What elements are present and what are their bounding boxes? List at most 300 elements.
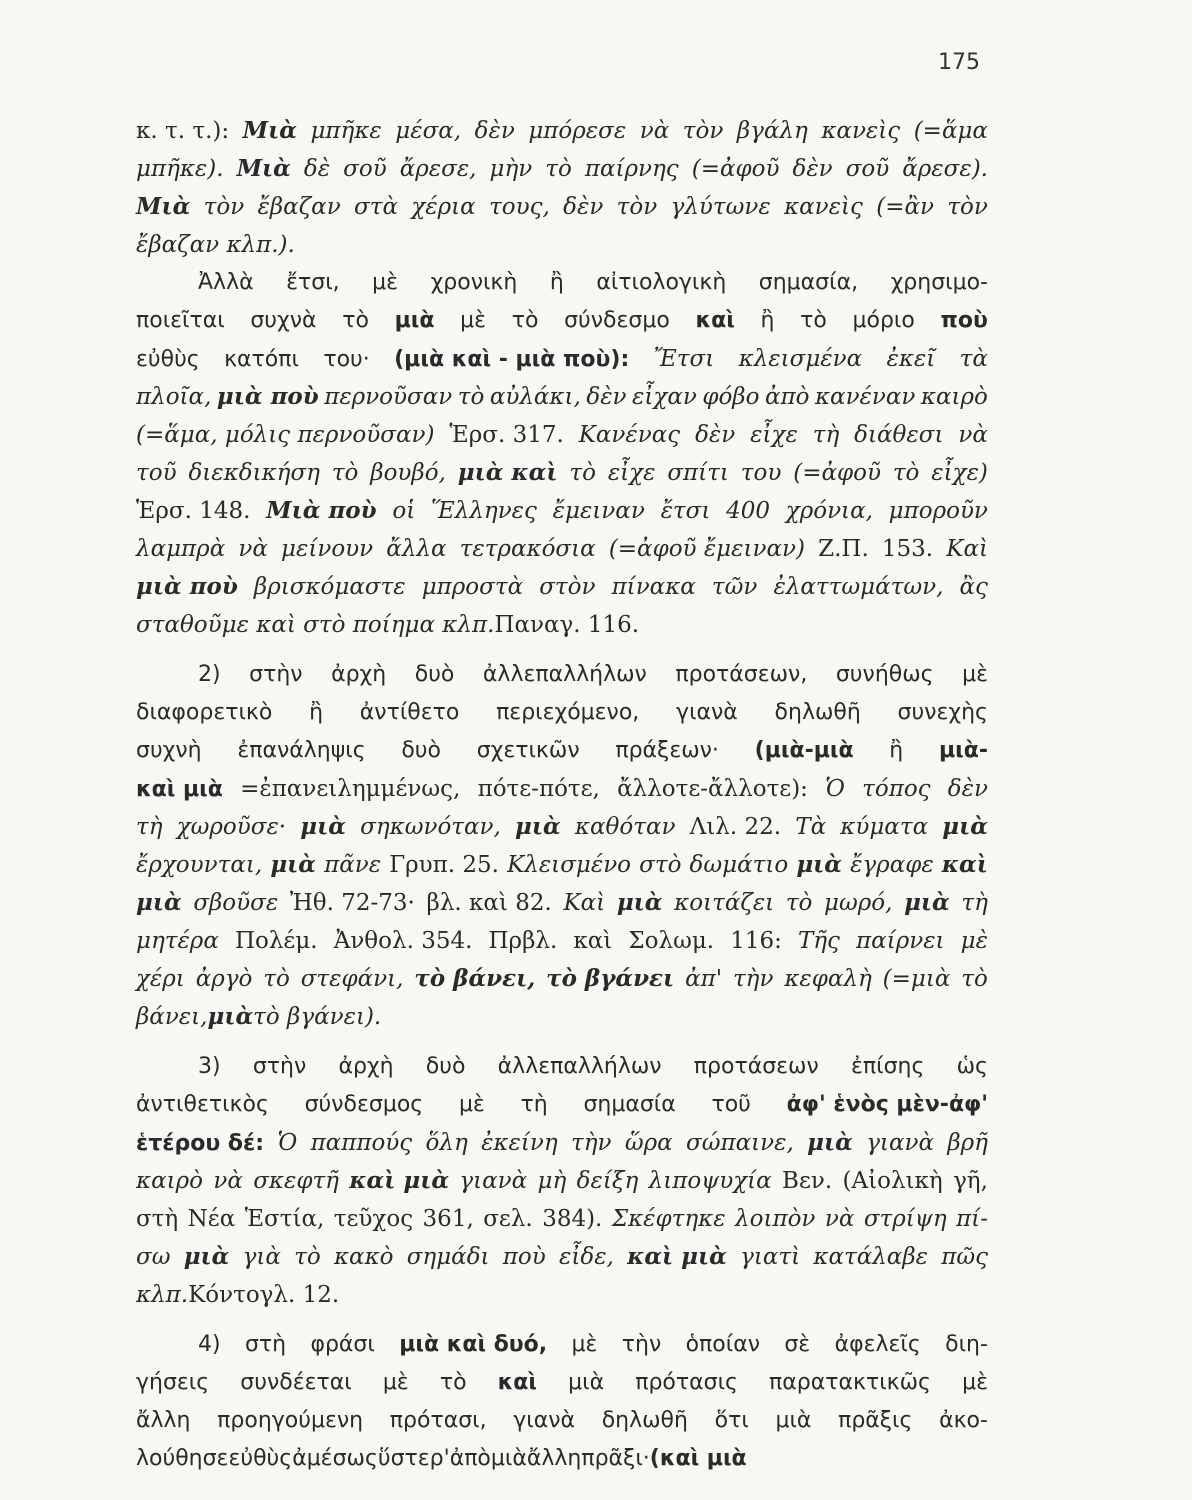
text-segment: του· [323,347,370,372]
text-segment: τὸν [203,194,245,220]
text-line [136,770,988,808]
text-segment: τετρακόσια [459,536,596,562]
text-segment: τῶν [711,574,758,600]
text-segment: παίρνης [584,156,679,182]
text-segment: μιὰ καὶ δυό, [399,1332,548,1357]
text-line [136,656,988,694]
text-segment: στὴ [136,1206,179,1232]
text-segment: ἢ [760,308,775,333]
text-segment: Κανένας [578,422,681,448]
text-line [136,1086,988,1124]
text-segment: γλύτωνε [670,194,771,220]
text-segment: Λιλ. 22. [689,814,782,840]
text-segment: μπῆκε). [136,156,224,182]
text-segment: καιρὸ [136,1168,204,1194]
text-segment: Ἑστία, [244,1206,325,1232]
text-segment: ποιεῖται [136,308,225,333]
text-segment: ἀρχὴ [331,662,387,687]
text-segment: τὸ [785,890,813,916]
text-segment: τὴ [520,1092,548,1117]
text-segment: μιὰ [904,889,950,916]
text-segment: τὸν [682,118,724,144]
text-segment: Τῆς [797,928,840,954]
text-segment: τὸ [511,308,539,333]
text-segment: τὸ [961,966,988,992]
text-segment: κανεὶς [821,118,901,144]
text-segment: τὸ βγάνει [546,965,675,992]
text-segment: κλεισμένα [738,346,863,372]
text-segment: μπροστὰ [421,574,524,600]
text-line [136,454,988,492]
text-segment: βρισκόμαστε [253,574,406,600]
text-segment: αὐλάκι, [489,384,581,410]
text-segment: Μιὰ [242,117,297,144]
text-segment: ὡς [956,1054,988,1079]
text-line [136,1162,988,1200]
text-segment: Ἑρσ. 317. [449,422,564,448]
text-segment: ἐπίσης [850,1054,925,1079]
text-segment: μιὰ [807,1129,853,1156]
text-segment: ἐλαττωμάτων, [773,574,944,600]
text-segment: σημάδι [406,1244,490,1270]
text-segment: λοιπὸν [735,1206,816,1232]
text-segment: ἐπανάληψις [237,738,366,763]
text-segment: μὴν [489,156,533,182]
text-segment: ὅλη [425,1130,468,1156]
text-segment: μιὰ [796,851,842,878]
text-segment: μὲ [458,1092,485,1117]
text-segment: Παναγ. 116. [494,612,640,638]
text-line [136,1326,988,1364]
text-segment: μιὰ [394,308,435,333]
text-segment: πίνακα [611,574,696,600]
text-segment: νὰ [824,1206,855,1232]
text-segment: μιὰ ποὺ [136,573,238,600]
text-segment: ἂς [959,574,988,600]
text-segment: νὰ [958,422,988,448]
text-segment: μιὰ [136,889,182,916]
text-segment: συνήθως [835,662,934,687]
text-segment: κανεὶς [784,194,863,220]
text-segment: σημασία, [758,270,859,295]
text-segment: μόριο [852,308,915,333]
text-segment: διάθεσι [854,422,944,448]
text-segment: (μιὰ καὶ - μιὰ ποὺ): [394,347,630,372]
text-segment: παίρνει [856,928,945,954]
text-segment: μὲ [571,1332,598,1357]
text-segment: καὶ [573,928,613,954]
text-segment: ὕστερ' [377,1446,450,1471]
text-segment: κοιτάζει [674,890,775,916]
text-segment: γιανὰ [676,700,738,725]
text-segment: σοῦ [845,156,890,182]
text-segment: 384). [542,1206,603,1232]
text-segment: Τὰ [795,814,827,840]
text-segment: σπίτι [667,460,729,486]
text-segment: σω [136,1244,171,1270]
text-line [136,1276,988,1314]
text-segment: τὴ [136,814,163,840]
text-line [136,922,988,960]
text-segment: σύνδεσμος [304,1092,424,1117]
text-segment: (=ἀφοῦ [691,156,780,182]
text-segment: διη- [945,1332,988,1357]
text-segment: χέρι [136,966,185,992]
text-segment: στὴ [244,1332,287,1357]
text-segment: μὲ [962,1370,988,1395]
text-segment: τὴν [732,966,774,992]
text-segment: δὲ [303,156,331,182]
text-segment: τους, [489,194,550,220]
text-segment: τὸ [892,460,920,486]
text-line [136,606,988,644]
text-segment: 2) [198,662,221,687]
text-segment: γιατὶ [740,1244,801,1270]
text-segment: γιανὰ [459,1168,528,1194]
text-segment: ἔτσι [660,498,711,524]
text-segment: τὴν [571,1130,612,1156]
text-segment: ἀργὸ [195,966,253,992]
text-segment: καὶ [497,1370,537,1395]
text-line [136,1124,988,1162]
text-segment: πρότασις [635,1370,738,1395]
text-segment: ἄλλα [386,536,447,562]
text-segment: μωρό, [824,890,893,916]
text-line [136,188,988,226]
text-segment: διεκδικήση [188,460,320,486]
text-segment: Καὶ [946,536,988,562]
text-segment: εἶχε) [931,460,988,486]
text-segment: στὸ [639,852,682,878]
text-line [136,1200,988,1238]
text-line [136,416,988,454]
text-segment: ἔμειναν [552,498,645,524]
text-segment: κεφαλὴ [784,966,872,992]
text-segment: τὸ [569,460,596,486]
text-segment: Κλεισμένο [507,852,632,878]
text-segment: κλπ. [136,1282,189,1308]
text-segment: Ἀνθολ. 354. [333,928,473,954]
text-segment: Κόντογλ. 12. [188,1282,340,1308]
text-segment: Πρβλ. [488,928,558,954]
text-segment: σὲ [784,1332,811,1357]
text-line [136,846,988,884]
text-segment: μιὰ- [938,738,988,763]
text-segment: δηλωθῆ [601,1408,688,1433]
text-segment: τὸ βγάνει). [253,1004,382,1030]
text-line [136,302,988,340]
text-segment: φόβο [702,384,760,410]
text-segment: περιεχόμενο, [496,700,640,725]
text-line [136,226,988,264]
text-segment: βουβό, [370,460,446,486]
text-segment: (μιὰ-μιὰ [754,738,854,763]
text-segment: τὴ [961,890,988,916]
text-line [136,960,988,998]
text-segment: τὴν [621,1332,662,1357]
text-line [136,1440,988,1478]
text-segment: (=μιὰ [882,966,951,992]
text-segment: χρονικὴ [430,270,518,295]
text-segment: τὸ [294,1244,321,1270]
text-segment: περνοῦσαν [324,384,453,410]
text-segment: στεφάνι, [300,966,404,992]
text-segment: πῶς [941,1244,988,1270]
text-segment: ἄλλοτε-ἄλλοτε): [617,776,808,802]
text-segment: μιὰ [207,1003,254,1030]
text-segment: ἢ [309,700,324,725]
text-segment: Μιὰ [236,155,291,182]
text-segment: ἀρχὴ [338,1054,394,1079]
text-segment: ἀφ' ἑνὸς μὲν-ἀφ' [786,1092,988,1117]
text-segment: σκεφτῆ [253,1168,339,1194]
text-segment: ἄλλη [526,1446,582,1471]
text-segment: δυὸ [414,662,455,687]
text-segment: κύματα [840,814,929,840]
text-segment: πρότασι, [389,1408,487,1433]
text-segment: στρίψη [863,1206,947,1232]
text-line [136,492,988,530]
text-segment: κατάλαβε [813,1244,928,1270]
text-segment: λούθησε [136,1446,229,1471]
text-segment: ὅτι [714,1408,749,1433]
text-line [136,112,988,150]
text-segment: Σολωμ. [628,928,715,954]
text-segment: μπόρεσε [528,118,627,144]
text-segment: τεῦχος [333,1206,414,1232]
text-segment: σημασία [583,1092,676,1117]
text-segment: ἀλλεπαλλήλων [497,1054,662,1079]
text-segment: μὲ [960,928,988,954]
text-line [136,568,988,606]
text-segment: εἶχε [750,422,798,448]
text-segment: εὐθὺς [228,1446,293,1471]
text-segment: λιποψυχία [648,1168,772,1194]
text-segment: κανέναν [814,384,916,410]
text-segment: γιὰ [242,1244,281,1270]
text-segment: Βεν. [782,1168,833,1194]
text-segment: ἀπὸ [449,1446,491,1471]
text-segment: μιὰ [942,813,988,840]
text-line [136,378,988,416]
text-segment: δὲν [563,194,604,220]
text-segment: (καὶ μιὰ [649,1446,747,1471]
text-segment: εὐθὺς [136,347,200,372]
text-line [136,732,988,770]
text-segment: καὶ [695,308,735,333]
text-segment: συνεχὴς [897,700,988,725]
text-segment: μιὰ [183,1243,230,1270]
text-segment: ποὺ [502,1244,546,1270]
text-segment: 153. [881,536,934,562]
text-segment: νὰ [238,536,268,562]
text-line [136,150,988,188]
text-segment: φράσι [310,1332,375,1357]
text-segment: τὸν [947,194,988,220]
text-segment: τὸν [616,194,658,220]
text-segment: δυὸ [401,738,441,763]
text-segment: σηκωνόταν, [360,814,501,840]
text-segment: τὸ [457,384,485,410]
text-segment: πρᾶξι· [581,1446,650,1471]
text-segment: (Αἰολικὴ [842,1168,943,1194]
text-segment: μὴ [537,1168,567,1194]
text-segment: καὶ μιὰ [349,1167,450,1194]
text-segment: Ἔτσι [653,346,715,372]
text-segment: πράξεων· [615,738,719,763]
text-segment: μπῆκε [310,118,382,144]
text-segment: καὶ [941,851,988,878]
text-segment: βλ. καὶ 82. [426,890,552,916]
text-line [136,530,988,568]
text-segment: συνδέεται [240,1370,352,1395]
text-segment: σταθοῦμε καὶ στὸ ποίημα κλπ. [136,612,495,638]
text-segment: Ὁ [277,1130,298,1156]
text-segment: σοῦ [343,156,387,182]
text-segment: μιὰ [568,1370,605,1395]
text-segment: μιὰ [490,1446,527,1471]
text-segment: ἀντίθετο [359,700,460,725]
text-segment: καθόταν [574,814,676,840]
text-segment: γήσεις [136,1370,210,1395]
text-segment: Ἀλλὰ [198,270,254,295]
text-segment: μιὰ [616,889,663,916]
text-segment: χρόνια, [785,498,873,524]
text-segment: ἄρεσε, [399,156,477,182]
text-segment: 361, [422,1206,474,1232]
text-line [136,1402,988,1440]
text-segment: ἀκο- [939,1408,988,1433]
text-segment: τοῦ [136,460,177,486]
text-segment: χρησιμο- [890,270,988,295]
text-segment: ἑτέρου δέ: [136,1131,265,1156]
text-line [136,340,988,378]
text-segment: παππούς [310,1130,413,1156]
text-segment: τὸ [331,460,359,486]
text-line [136,1048,988,1086]
text-segment: ἔτσι, [286,270,340,295]
text-segment: μὲ [460,308,487,333]
text-segment: σχετικῶν [476,738,580,763]
text-segment: μὲ [372,270,399,295]
text-segment: καιρὸ [920,384,988,410]
text-segment: ἐκεῖ [886,346,936,372]
text-segment: τὸ [800,308,827,333]
text-segment: ἄρεσε). [902,156,988,182]
text-segment: δὲν [474,118,515,144]
text-segment: (=ἂν [876,194,934,220]
text-segment: ἀπ' [685,966,723,992]
text-segment: προτάσεων, [675,662,808,687]
text-segment: Ἠθ. 72-73· [289,890,415,916]
text-segment: αἰτιολογικὴ [596,270,727,295]
text-segment: 4) [198,1332,221,1357]
text-segment: ἢ [889,738,904,763]
text-segment: 3) [198,1054,221,1079]
text-segment: γιανὰ [513,1408,576,1433]
text-segment: κακὸ [333,1244,394,1270]
text-segment: νὰ [213,1168,243,1194]
text-segment: δὲν [792,156,833,182]
text-segment: σελ. [483,1206,533,1232]
text-segment: Ζ.Π. [818,536,869,562]
text-segment: μιὰ [300,813,346,840]
text-segment: ἔγραφε [850,852,934,878]
text-segment: δὲν [586,384,627,410]
text-segment: τὸ [263,966,290,992]
text-segment: ἢ [549,270,564,295]
text-segment: Ἕλληνες [430,498,537,524]
text-segment: (=ἅμα [913,118,988,144]
text-segment: καὶ μιὰ [136,777,223,802]
text-segment: Νέα [187,1206,236,1232]
text-segment: καὶ μιὰ [627,1243,727,1270]
text-segment: ἄλλη [136,1408,191,1433]
text-line [136,1364,988,1402]
text-body [136,112,988,1478]
text-segment: δυὸ [425,1054,466,1079]
text-segment: τοῦ [711,1092,751,1117]
text-segment: κ. τ. τ.): [136,118,230,144]
text-segment: σώπαινε, [686,1130,794,1156]
text-segment: ἐκείνη [481,1130,558,1156]
text-segment: μιὰ [775,1408,812,1433]
text-segment: πότε-πότε, [477,776,600,802]
text-segment: βρῆ [947,1130,988,1156]
text-segment: οἱ [392,498,416,524]
text-segment: στὴν [249,662,303,687]
text-segment: τὸ βάνει, [414,965,536,992]
text-segment: σύνδεσμο [564,308,670,333]
text-line [136,264,988,302]
text-segment: πᾶνε [324,852,382,878]
text-line [136,694,988,732]
text-segment: γῆ, [953,1168,988,1194]
text-segment: μείνουν [281,536,374,562]
text-segment: εἶχε [607,460,656,486]
text-segment: προηγούμενη [217,1408,364,1433]
text-segment: κατόπι [224,347,299,372]
text-segment: (=ἀφοῦ [793,460,881,486]
text-segment: γιανὰ [866,1130,934,1156]
text-segment: Καὶ [563,890,606,916]
text-segment: μιὰ [270,851,316,878]
text-segment: ποὺ [940,308,988,333]
text-segment: Πολέμ. [234,928,318,954]
text-segment: μιὰ [515,813,561,840]
text-segment: μὲ [962,662,988,687]
text-segment: Ὁ [825,776,845,802]
text-segment: ἔβαζαν [257,194,341,220]
text-segment: προτάσεων [693,1054,819,1079]
text-segment: μὲ [382,1370,409,1395]
text-segment: ἔρχουνται, [136,852,263,878]
text-segment: βγάλη [736,118,808,144]
text-segment: ἀπὸ [764,384,810,410]
text-segment: δωμάτιο [689,852,789,878]
text-segment: διαφορετικὸ [136,700,273,725]
text-segment: πλοῖα, [136,384,212,410]
text-segment: του [740,460,782,486]
text-segment: 400 [726,498,771,524]
text-segment: Γρυπ. 25. [389,852,499,878]
text-segment: στὴν [252,1054,307,1079]
text-segment: (=ἅμα, μόλις περνοῦσαν) [136,422,435,448]
text-segment: Ἑρσ. 148. [136,498,251,524]
text-segment: 116: [730,928,782,954]
text-segment: μιὰ καὶ [457,459,558,486]
text-segment: συχνὰ [250,308,317,333]
